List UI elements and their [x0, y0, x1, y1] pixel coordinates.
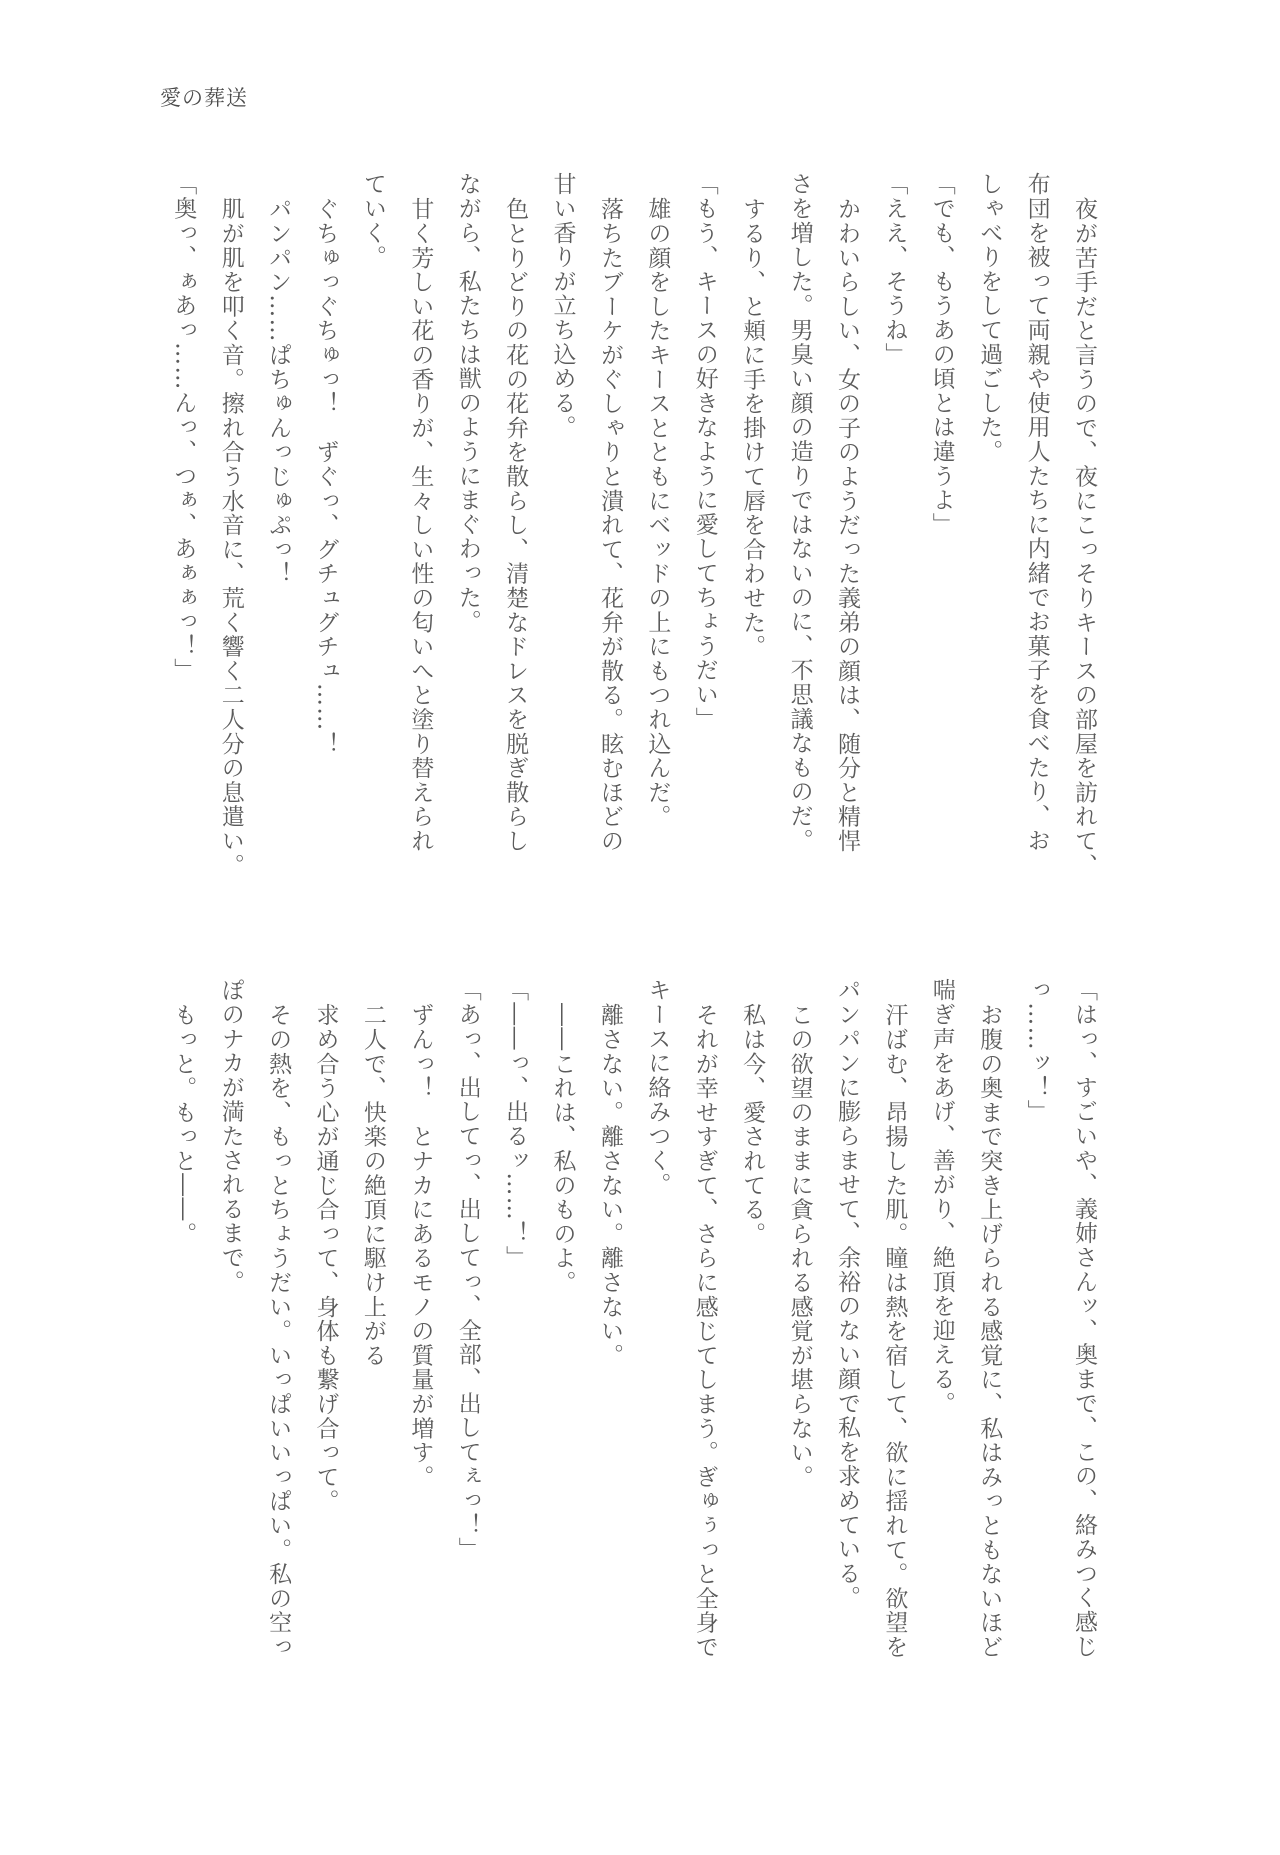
text-column: しゃべりをして過ごした。 [976, 172, 1003, 464]
text-column: かわいらしい、女の子のようだった義弟の顔は、随分と精悍 [833, 197, 860, 854]
text-column: 「ええ、そうね」 [881, 172, 908, 367]
text-column: 「奥っ、ぁあっ……んっ、つぁ、あぁぁっ！」 [170, 172, 197, 683]
text-column: 夜が苦手だと言うので、夜にこっそりキースの部屋を訪れて、 [1071, 197, 1097, 878]
text-column: ずんっ！ とナカにあるモノの質量が増す。 [407, 1003, 434, 1489]
text-column: 甘い香りが立ち込める。 [549, 172, 576, 440]
text-column: 色とりどりの花の花弁を散らし、清楚なドレスを脱ぎ散らし [502, 197, 529, 854]
text-column: その熱を、もっとちょうだい。いっぱいいっぱい。私の空っ [265, 1003, 292, 1660]
text-column: お腹の奥まで突き上げられる感覚に、私はみっともないほど [976, 1003, 1003, 1660]
text-column: 「――っ、出るッ……！」 [502, 978, 529, 1270]
text-column: 甘く芳しい花の香りが、生々しい性の匂いへと塗り替えられ [407, 197, 434, 854]
text-column: 肌が肌を叩く音。擦れ合う水音に、荒く響く二人分の息遣い。 [217, 197, 244, 878]
text-block-top [172, 172, 1107, 917]
text-column: 布団を被って両親や使用人たちに内緒でお菓子を食べたり、お [1023, 172, 1050, 853]
text-column: 「あっ、出してっ、出してっ、全部、出してぇっ！」 [454, 978, 481, 1562]
text-column: ていく。 [359, 172, 386, 270]
text-column: この欲望のままに貪られる感覚が堪らない。 [786, 1003, 813, 1489]
text-column: ぽのナカが満たされるまで。 [217, 978, 244, 1294]
text-column: 求め合う心が通じ合って、身体も繋げ合って。 [312, 1003, 339, 1514]
text-column: もっと。もっと――。 [170, 1003, 197, 1246]
text-column: ながら、私たちは獣のようにまぐわった。 [454, 172, 481, 634]
text-column: さを増した。男臭い顔の造りではないのに、不思議なものだ。 [786, 172, 813, 853]
text-column: 「はっ、すごいや、義姉さんッ、奥まで、この、絡みつく感じ [1071, 978, 1097, 1659]
text-column: パンパン……ぱちゅんっじゅぷっ！ [265, 197, 292, 586]
text-column: それが幸せすぎて、さらに感じてしまう。ぎゅぅっと全身で [691, 1003, 718, 1660]
page-title: 愛の葬送 [160, 86, 248, 110]
text-column: 私は今、愛されてる。 [739, 1003, 766, 1246]
text-column: 落ちたブーケがぐしゃりと潰れて、花弁が散る。眩むほどの [596, 197, 623, 854]
text-column: 二人で、快楽の絶頂に駆け上がる [359, 1003, 386, 1368]
text-column: 「でも、もうあの頃とは違うよ」 [928, 172, 955, 537]
text-column: っ……ッ！」 [1023, 978, 1050, 1124]
text-column: するり、と頬に手を掛けて唇を合わせた。 [739, 197, 766, 659]
text-column: 「もう、キースの好きなように愛してちょうだい」 [691, 172, 718, 731]
text-block-bottom [172, 978, 1107, 1723]
text-column: ぐちゅっぐちゅっ！ ずぐっ、グチュグチュ……！ [312, 197, 339, 756]
text-column: 喘ぎ声をあげ、善がり、絶頂を迎える。 [928, 978, 955, 1416]
text-column: ――これは、私のものよ。 [549, 1003, 576, 1295]
text-column: 雄の顔をしたキースとともにベッドの上にもつれ込んだ。 [644, 197, 671, 829]
text-column: パンパンに膨らませて、余裕のない顔で私を求めている。 [833, 978, 860, 1610]
text-column: 汗ばむ、昂揚した肌。瞳は熱を宿して、欲に揺れて。欲望を [881, 1003, 908, 1660]
text-column: キースに絡みつく。 [644, 978, 671, 1197]
text-column: 離さない。離さない。離さない。 [596, 1003, 623, 1368]
